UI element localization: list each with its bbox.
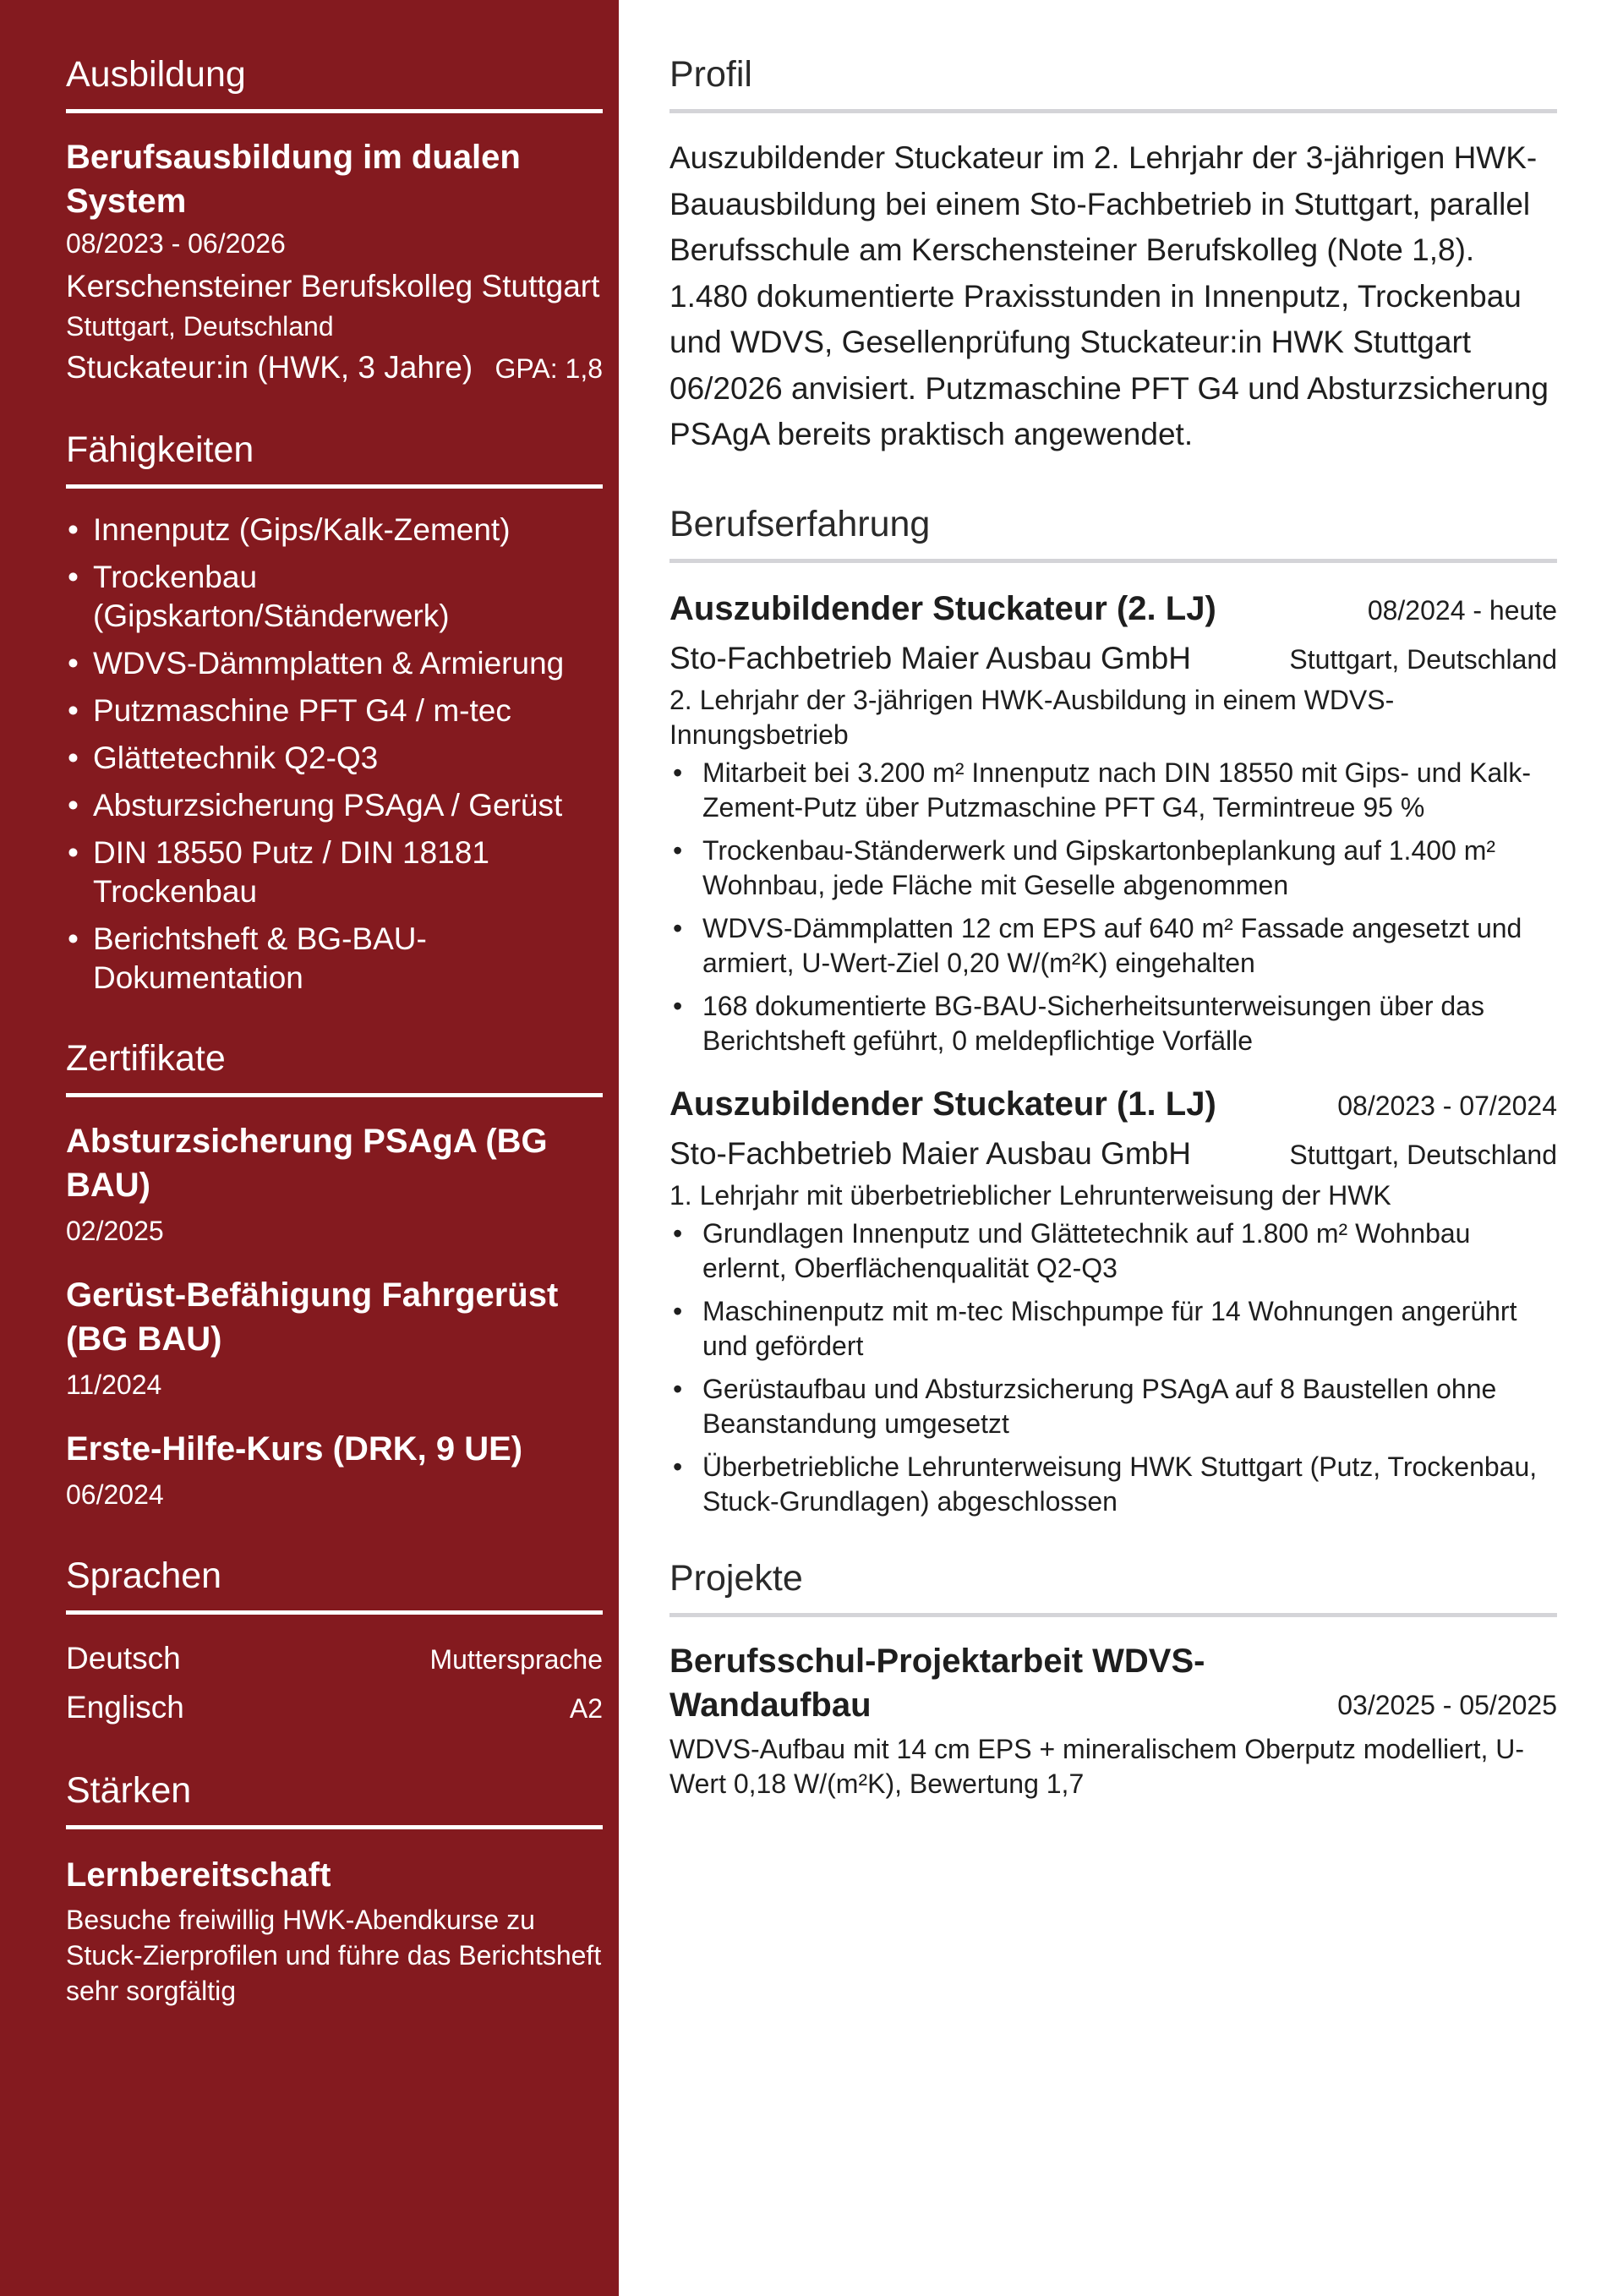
project-description: WDVS-Aufbau mit 14 cm EPS + mineralischem Oberputz modelliert, U-Wert 0,18 W/(m²K), Bewertung 1,7: [669, 1733, 1524, 1799]
job-entry: [669, 1080, 1557, 1519]
education-location: Stuttgart, Deutschland: [66, 311, 334, 342]
project-dates: 03/2025 - 05/2025: [1337, 1689, 1557, 1720]
skill-item: • Innenputz (Gips/Kalk-Zement): [66, 511, 603, 549]
certificates-heading: Zertifikate: [66, 1038, 226, 1079]
certificate-item: [66, 1119, 603, 1251]
certificate-item: [66, 1427, 603, 1515]
education-degree-row: [66, 347, 603, 389]
education-institution: Kerschensteiner Berufskolleg Stuttgart: [66, 269, 600, 303]
job-bullets: [669, 756, 1557, 1058]
experience-heading: Berufserfahrung: [669, 503, 931, 544]
certificate-title: Gerüst-Befähigung Fahrgerüst (BG BAU): [66, 1276, 559, 1358]
skill-item: • Berichtsheft & BG-BAU-Dokumentation: [66, 920, 603, 998]
language-row: [66, 1686, 603, 1730]
section-divider: [66, 1093, 603, 1097]
education-heading: Ausbildung: [66, 54, 246, 95]
projects-heading: Projekte: [669, 1557, 803, 1599]
job-company: Sto-Fachbetrieb Maier Ausbau GmbH: [669, 640, 1191, 675]
skill-item: • DIN 18550 Putz / DIN 18181 Trockenbau: [66, 834, 603, 911]
job-bullet: • Gerüstaufbau und Absturzsicherung PSAgA auf 8 Baustellen ohne Beanstandung umgesetzt: [669, 1372, 1557, 1441]
job-header: [669, 1080, 1557, 1128]
education-degree: Stuckateur:in (HWK, 3 Jahre): [66, 350, 473, 385]
section-divider: [669, 109, 1557, 113]
job-dates: 08/2023 - 07/2024: [1337, 1090, 1557, 1121]
skills-heading: Fähigkeiten: [66, 429, 254, 470]
education-dates: 08/2023 - 06/2026: [66, 228, 286, 259]
job-bullet: • Grundlagen Innenputz und Glättetechnik auf 1.800 m² Wohnbau erlernt, Oberflächenqualität Q2-Q3: [669, 1216, 1557, 1286]
languages-heading: Sprachen: [66, 1555, 222, 1596]
job-bullet: • Überbetriebliche Lehrunterweisung HWK Stuttgart (Putz, Trockenbau, Stuck-Grundlagen) abgeschlossen: [669, 1450, 1557, 1519]
certificate-title: Absturzsicherung PSAgA (BG BAU): [66, 1123, 548, 1204]
language-level: A2: [569, 1693, 603, 1724]
job-entry: [669, 585, 1557, 1058]
certificates-section: [66, 1033, 603, 1515]
language-name: Englisch: [66, 1690, 184, 1725]
strengths-heading: Stärken: [66, 1770, 192, 1811]
certificate-title: Erste-Hilfe-Kurs (DRK, 9 UE): [66, 1430, 523, 1468]
language-name: Deutsch: [66, 1641, 181, 1676]
skill-item: • Trockenbau (Gipskarton/Ständerwerk): [66, 558, 603, 636]
profile-section: [669, 49, 1557, 458]
skill-item: • Absturzsicherung PSAgA / Gerüst: [66, 786, 603, 825]
main-content: [669, 0, 1557, 1835]
job-description: 1. Lehrjahr mit überbetrieblicher Lehrunterweisung der HWK: [669, 1179, 1391, 1211]
section-divider: [66, 1610, 603, 1615]
job-dates: 08/2024 - heute: [1367, 594, 1557, 626]
job-bullet: • WDVS-Dämmplatten 12 cm EPS auf 640 m² Fassade angesetzt und armiert, U-Wert-Ziel 0,20 W/(m²K) eingehalten: [669, 911, 1557, 981]
job-bullet: • Maschinenputz mit m-tec Mischpumpe für 14 Wohnungen angerührt und gefördert: [669, 1294, 1557, 1364]
languages-section: [66, 1550, 603, 1730]
skills-list: [66, 511, 603, 998]
experience-section: [669, 499, 1557, 1519]
job-bullets: [669, 1216, 1557, 1519]
section-divider: [66, 484, 603, 489]
profile-text: Auszubildender Stuckateur im 2. Lehrjahr der 3-jährigen HWK-Bauausbildung bei einem Sto-Fachbetrieb in Stuttgart, parallel Berufsschule am Kerschensteiner Berufskolleg (Note 1,8). 1.480 dokumentierte Praxisstunden in Innenputz, Trockenbau und WDVS, Gesellenprüfung Stuckateur:in HWK Stuttgart 06/2026 anvisiert. Putzmaschine PFT G4 und Absturzsicherung PSAgA bereits praktisch angewendet.: [669, 140, 1549, 451]
job-title: Auszubildender Stuckateur (2. LJ): [669, 589, 1216, 627]
project-title: Berufsschul-Projektarbeit WDVS-Wandaufbau: [669, 1642, 1205, 1724]
certificate-date: 06/2024: [66, 1479, 164, 1510]
job-company: Sto-Fachbetrieb Maier Ausbau GmbH: [669, 1135, 1191, 1171]
project-entry: [669, 1639, 1557, 1801]
section-divider: [669, 1613, 1557, 1617]
job-location: Stuttgart, Deutschland: [1289, 643, 1557, 675]
certificate-date: 02/2025: [66, 1216, 164, 1246]
strengths-section: [66, 1765, 603, 2009]
strength-description: Besuche freiwillig HWK-Abendkurse zu Stuck-Zierprofilen und führe das Berichtsheft sehr sorgfältig: [66, 1905, 602, 2006]
job-bullet: • Mitarbeit bei 3.200 m² Innenputz nach DIN 18550 mit Gips- und Kalk-Zement-Putz über Putzmaschine PFT G4, Termintreue 95 %: [669, 756, 1557, 825]
skill-item: • Glättetechnik Q2-Q3: [66, 739, 603, 778]
education-section: [66, 49, 603, 389]
skill-item: • WDVS-Dämmplatten & Armierung: [66, 644, 603, 683]
project-header: [669, 1639, 1557, 1727]
language-row: [66, 1637, 603, 1681]
profile-heading: Profil: [669, 54, 752, 95]
job-bullet: • Trockenbau-Ständerwerk und Gipskartonbeplankung auf 1.400 m² Wohnbau, jede Fläche mit Geselle abgenommen: [669, 834, 1557, 903]
job-subheader: [669, 636, 1557, 681]
language-level: Muttersprache: [429, 1644, 603, 1675]
job-description: 2. Lehrjahr der 3-jährigen HWK-Ausbildung in einem WDVS-Innungsbetrieb: [669, 684, 1395, 750]
certificate-date: 11/2024: [66, 1369, 162, 1400]
education-title: Berufsausbildung im dualen System: [66, 139, 521, 220]
skills-section: [66, 424, 603, 998]
job-bullet: • 168 dokumentierte BG-BAU-Sicherheitsunterweisungen über das Berichtsheft geführt, 0 meldepflichtige Vorfälle: [669, 989, 1557, 1058]
skill-item: • Putzmaschine PFT G4 / m-tec: [66, 692, 603, 730]
strength-title: Lernbereitschaft: [66, 1856, 331, 1894]
job-location: Stuttgart, Deutschland: [1289, 1139, 1557, 1170]
education-gpa: GPA: 1,8: [495, 353, 603, 384]
section-divider: [66, 1825, 603, 1829]
sidebar: [0, 0, 619, 2296]
job-title: Auszubildender Stuckateur (1. LJ): [669, 1085, 1216, 1123]
section-divider: [66, 109, 603, 113]
certificate-item: [66, 1273, 603, 1405]
projects-section: [669, 1553, 1557, 1801]
job-subheader: [669, 1131, 1557, 1177]
section-divider: [669, 559, 1557, 563]
job-header: [669, 585, 1557, 632]
